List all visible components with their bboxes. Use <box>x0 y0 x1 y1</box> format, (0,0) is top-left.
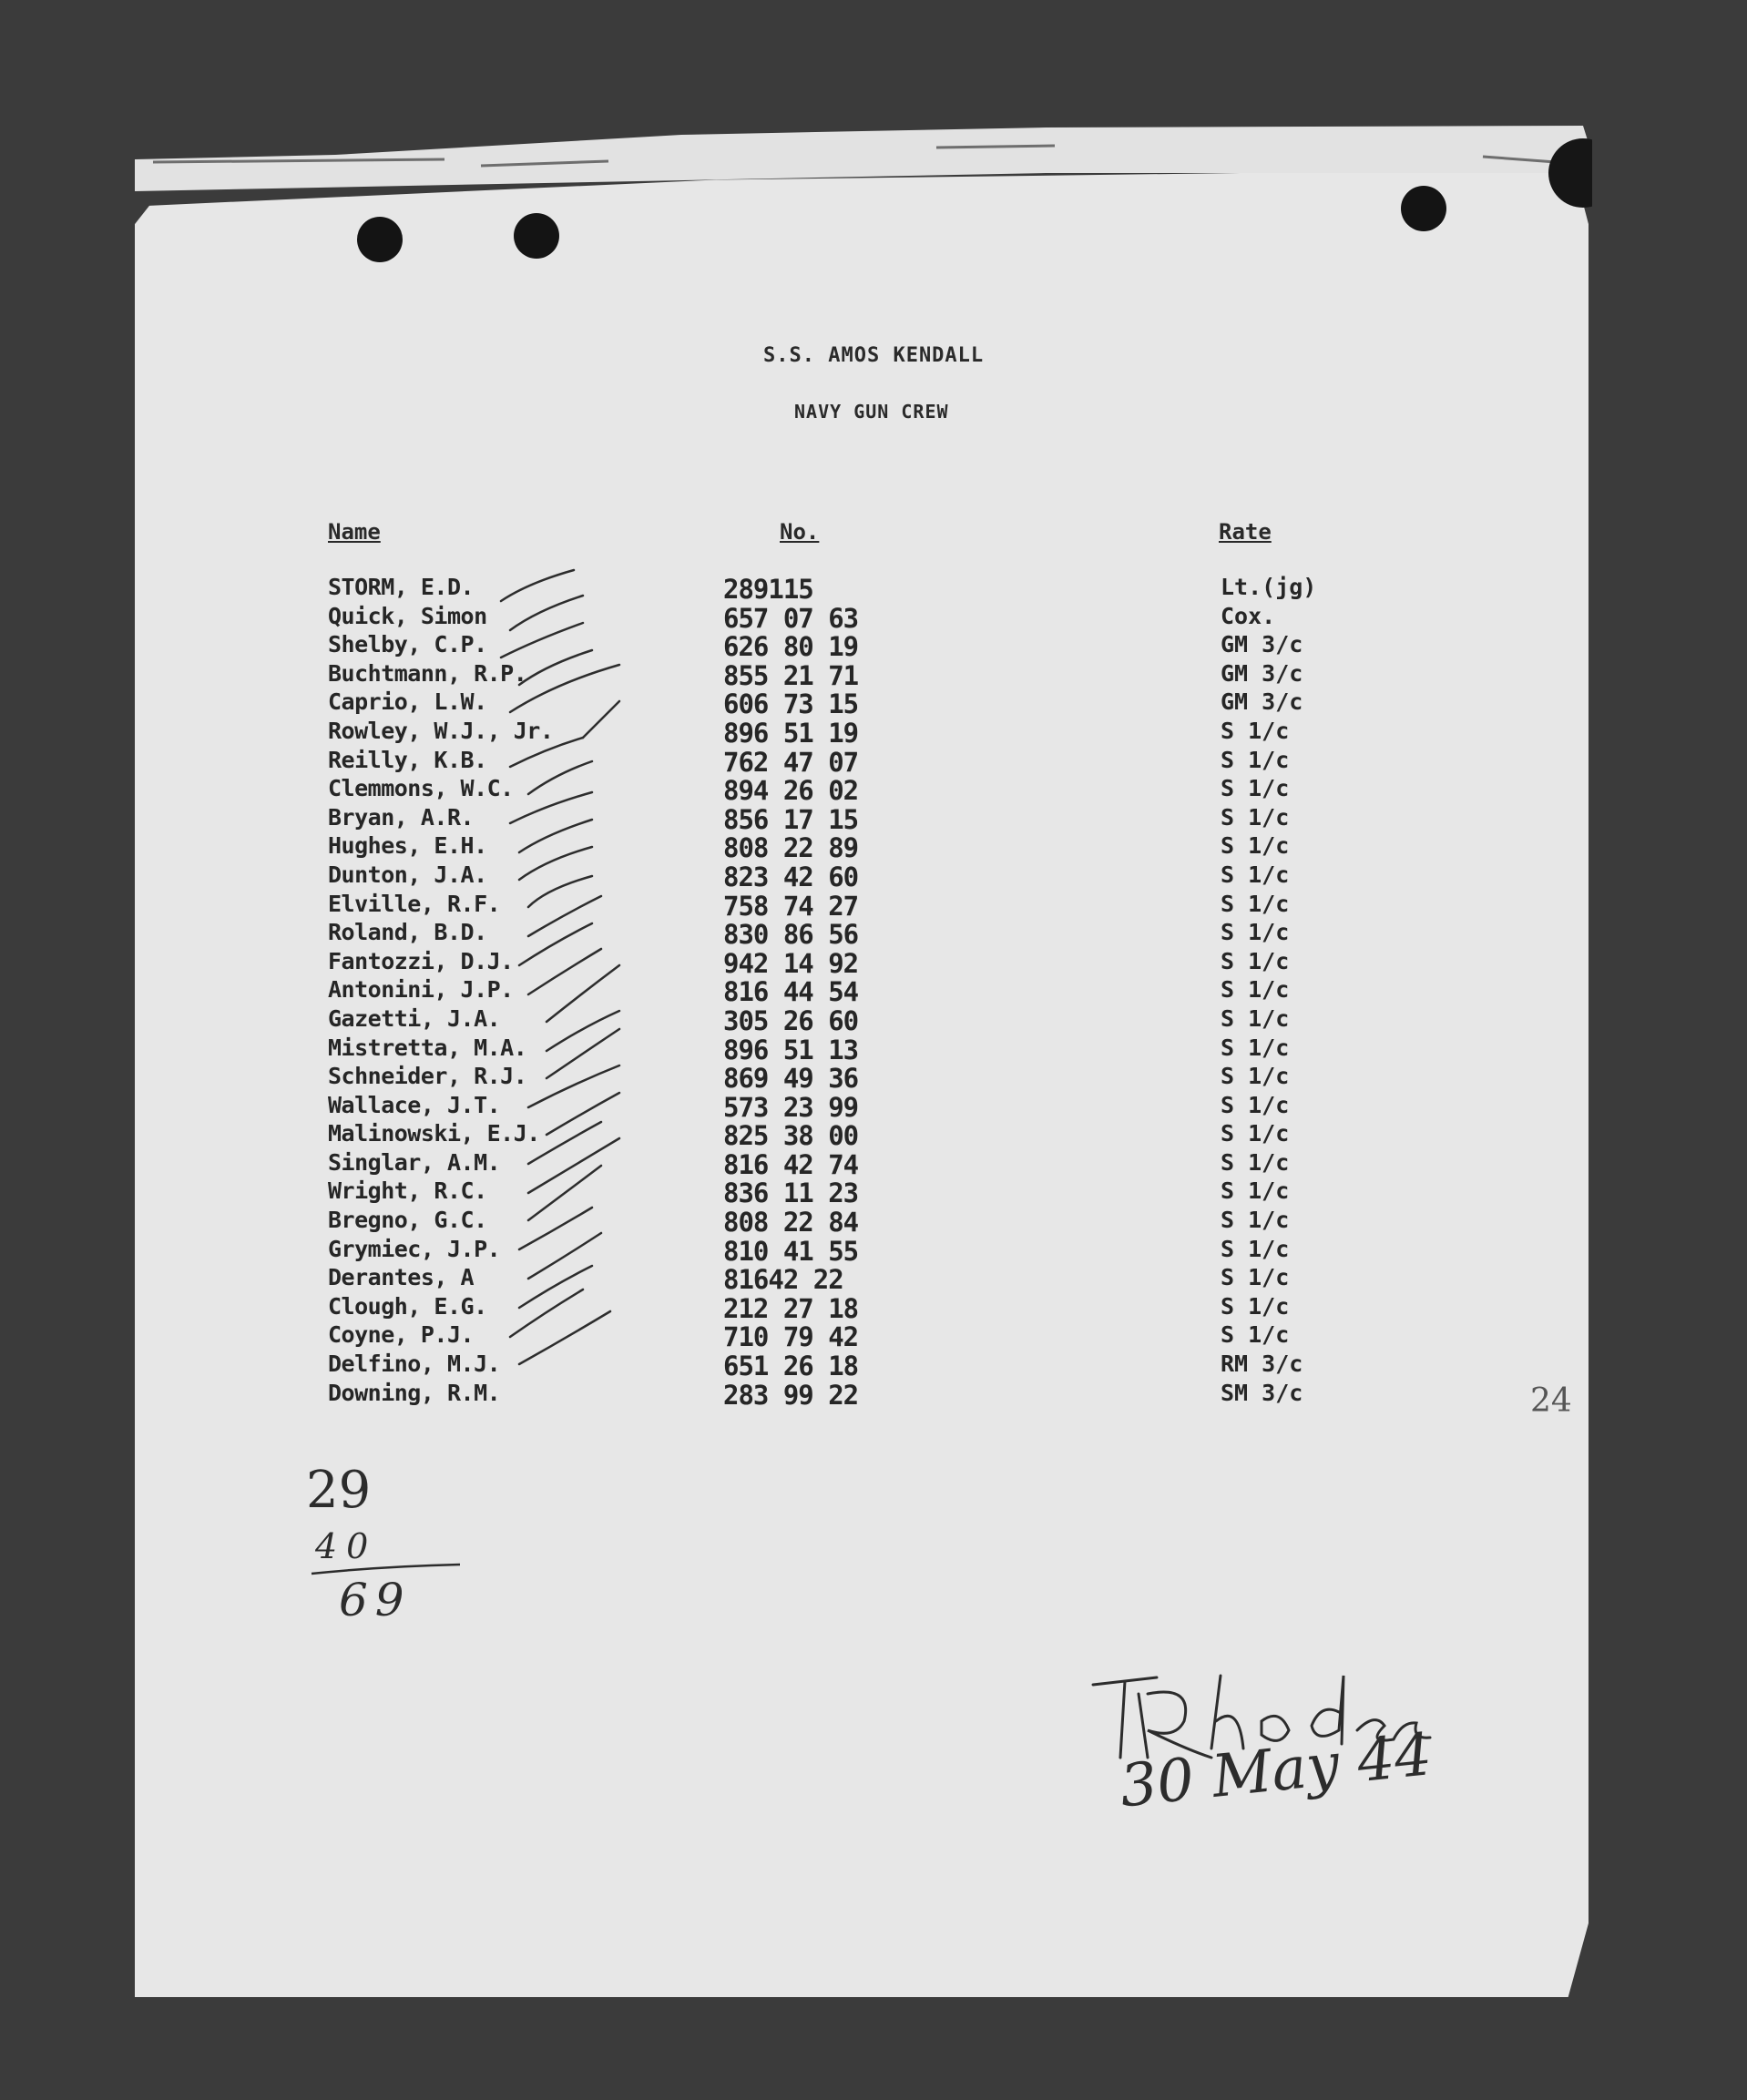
crew-name: Wallace, J.T. <box>328 1091 501 1118</box>
roster-row <box>328 1293 1366 1322</box>
punch-hole-right <box>1401 186 1446 231</box>
roster-row <box>328 1149 1366 1178</box>
crew-name: Wright, R.C. <box>328 1177 487 1205</box>
column-header-no: No. <box>780 519 820 545</box>
crew-name: Clough, E.G. <box>328 1292 487 1320</box>
service-number: 894 26 02 <box>723 775 859 807</box>
punch-hole-left <box>357 217 403 262</box>
service-number: 81642 22 <box>723 1264 843 1296</box>
crew-name: Elville, R.F. <box>328 890 501 917</box>
service-number: 856 17 15 <box>723 803 859 835</box>
service-number: 573 23 99 <box>723 1091 859 1123</box>
crew-name: Singlar, A.M. <box>328 1148 501 1176</box>
roster-row <box>328 919 1366 951</box>
handwritten-tally-middle: 40 <box>315 1526 378 1566</box>
crew-rate: S 1/c <box>1221 832 1290 860</box>
crew-name: Mistretta, M.A. <box>328 1034 527 1061</box>
crew-name: Delfino, M.J. <box>328 1351 501 1378</box>
crew-name: Downing, R.M. <box>328 1379 501 1406</box>
crew-rate: S 1/c <box>1221 1004 1290 1032</box>
crew-name: Grymiec, J.P. <box>328 1235 501 1262</box>
roster-row <box>328 1236 1366 1265</box>
roster-row <box>328 1092 1366 1121</box>
service-number: 606 73 15 <box>723 688 859 720</box>
crew-rate: GM 3/c <box>1221 659 1303 687</box>
service-number: 289115 <box>723 574 813 605</box>
crew-rate: S 1/c <box>1221 1264 1290 1291</box>
roster-row <box>328 832 1366 864</box>
service-number: 657 07 63 <box>723 602 859 634</box>
column-header-name: Name <box>328 519 381 545</box>
crew-name: Dunton, J.A. <box>328 861 487 888</box>
crew-name: Derantes, A <box>328 1264 475 1291</box>
service-number: 762 47 07 <box>723 746 859 778</box>
crew-name: Buchtmann, R.P. <box>328 659 527 687</box>
crew-rate: S 1/c <box>1221 746 1290 773</box>
roster-row <box>328 1177 1366 1207</box>
service-number: 710 79 42 <box>723 1321 859 1353</box>
service-number: 830 86 56 <box>723 919 859 951</box>
roster-row <box>328 1380 1366 1409</box>
crew-rate: GM 3/c <box>1221 688 1303 716</box>
crew-name: Caprio, L.W. <box>328 688 487 716</box>
roster-row <box>328 603 1366 632</box>
service-number: 942 14 92 <box>723 947 859 979</box>
page-number: 24 <box>1530 1382 1572 1420</box>
handwritten-check-marks <box>492 556 674 1421</box>
roster-row <box>328 861 1366 891</box>
crew-rate: SM 3/c <box>1221 1379 1303 1406</box>
handwritten-tally-total: 69 <box>339 1574 412 1626</box>
service-number: 305 26 60 <box>723 1004 859 1036</box>
crew-name: Schneider, R.J. <box>328 1063 527 1090</box>
crew-rate: S 1/c <box>1221 803 1290 831</box>
service-number: 816 44 54 <box>723 976 859 1008</box>
crew-rate: S 1/c <box>1221 1091 1290 1118</box>
crew-rate: S 1/c <box>1221 1034 1290 1061</box>
crew-name: Bryan, A.R. <box>328 803 475 831</box>
crew-name: Malinowski, E.J. <box>328 1120 540 1147</box>
service-number: 283 99 22 <box>723 1379 859 1411</box>
service-number: 869 49 36 <box>723 1063 859 1095</box>
roster-row <box>328 1063 1366 1095</box>
roster-row <box>328 631 1366 663</box>
crew-rate: GM 3/c <box>1221 631 1303 658</box>
service-number: 626 80 19 <box>723 631 859 663</box>
roster-row <box>328 1120 1366 1152</box>
handwritten-tally-top: 29 <box>306 1461 372 1520</box>
service-number: 758 74 27 <box>723 890 859 922</box>
crew-rate: S 1/c <box>1221 861 1290 888</box>
handwritten-signature-date: 30 May 44 <box>1117 1721 1435 1821</box>
roster-row <box>328 747 1366 776</box>
column-header-rate: Rate <box>1219 519 1272 545</box>
roster-row <box>328 1321 1366 1351</box>
roster-row <box>328 660 1366 689</box>
crew-rate: S 1/c <box>1221 919 1290 946</box>
crew-name: Fantozzi, D.J. <box>328 947 514 974</box>
service-number: 651 26 18 <box>723 1351 859 1382</box>
crew-rate: S 1/c <box>1221 775 1290 802</box>
crew-name: Antonini, J.P. <box>328 976 514 1004</box>
service-number: 836 11 23 <box>723 1177 859 1209</box>
crew-name: Hughes, E.H. <box>328 832 487 860</box>
roster-row <box>328 804 1366 833</box>
crew-name: Shelby, C.P. <box>328 631 487 658</box>
crew-name: Reilly, K.B. <box>328 746 487 773</box>
roster-row <box>328 718 1366 747</box>
crew-name: Roland, B.D. <box>328 919 487 946</box>
document-title: S.S. AMOS KENDALL <box>763 344 985 367</box>
crew-name: Quick, Simon <box>328 602 487 629</box>
service-number: 810 41 55 <box>723 1235 859 1267</box>
roster-row <box>328 948 1366 977</box>
roster-row <box>328 976 1366 1008</box>
crew-name: Clemmons, W.C. <box>328 775 514 802</box>
service-number: 855 21 71 <box>723 659 859 691</box>
crew-rate: S 1/c <box>1221 890 1290 917</box>
crew-rate: S 1/c <box>1221 1120 1290 1147</box>
crew-rate: S 1/c <box>1221 717 1290 744</box>
roster-row <box>328 574 1366 603</box>
roster-row <box>328 1035 1366 1064</box>
sheet-top-edge <box>135 118 1592 209</box>
service-number: 896 51 13 <box>723 1034 859 1065</box>
crew-rate: S 1/c <box>1221 947 1290 974</box>
service-number: 816 42 74 <box>723 1148 859 1180</box>
service-number: 825 38 00 <box>723 1120 859 1152</box>
crew-name: STORM, E.D. <box>328 574 475 600</box>
service-number: 808 22 84 <box>723 1207 859 1239</box>
roster-row <box>328 688 1366 718</box>
crew-roster <box>328 574 1366 1411</box>
roster-row <box>328 775 1366 807</box>
punch-hole-center <box>514 213 559 259</box>
crew-rate: S 1/c <box>1221 1063 1290 1090</box>
crew-rate: S 1/c <box>1221 1235 1290 1262</box>
service-number: 896 51 19 <box>723 717 859 749</box>
roster-row <box>328 1005 1366 1035</box>
document-subtitle: NAVY GUN CREW <box>794 401 949 423</box>
crew-rate: S 1/c <box>1221 1292 1290 1320</box>
crew-name: Gazetti, J.A. <box>328 1004 501 1032</box>
service-number: 212 27 18 <box>723 1292 859 1324</box>
crew-rate: S 1/c <box>1221 1207 1290 1234</box>
crew-name: Bregno, G.C. <box>328 1207 487 1234</box>
roster-row <box>328 1207 1366 1239</box>
crew-rate: S 1/c <box>1221 1148 1290 1176</box>
service-number: 823 42 60 <box>723 861 859 892</box>
crew-rate: S 1/c <box>1221 1321 1290 1349</box>
roster-row <box>328 1264 1366 1296</box>
crew-name: Rowley, W.J., Jr. <box>328 717 554 744</box>
crew-rate: Lt.(jg) <box>1221 574 1317 600</box>
crew-name: Coyne, P.J. <box>328 1321 475 1349</box>
roster-row <box>328 1351 1366 1380</box>
service-number: 808 22 89 <box>723 832 859 864</box>
crew-rate: S 1/c <box>1221 976 1290 1004</box>
crew-rate: RM 3/c <box>1221 1351 1303 1378</box>
crew-rate: Cox. <box>1221 602 1276 629</box>
roster-row <box>328 891 1366 920</box>
crew-rate: S 1/c <box>1221 1177 1290 1205</box>
